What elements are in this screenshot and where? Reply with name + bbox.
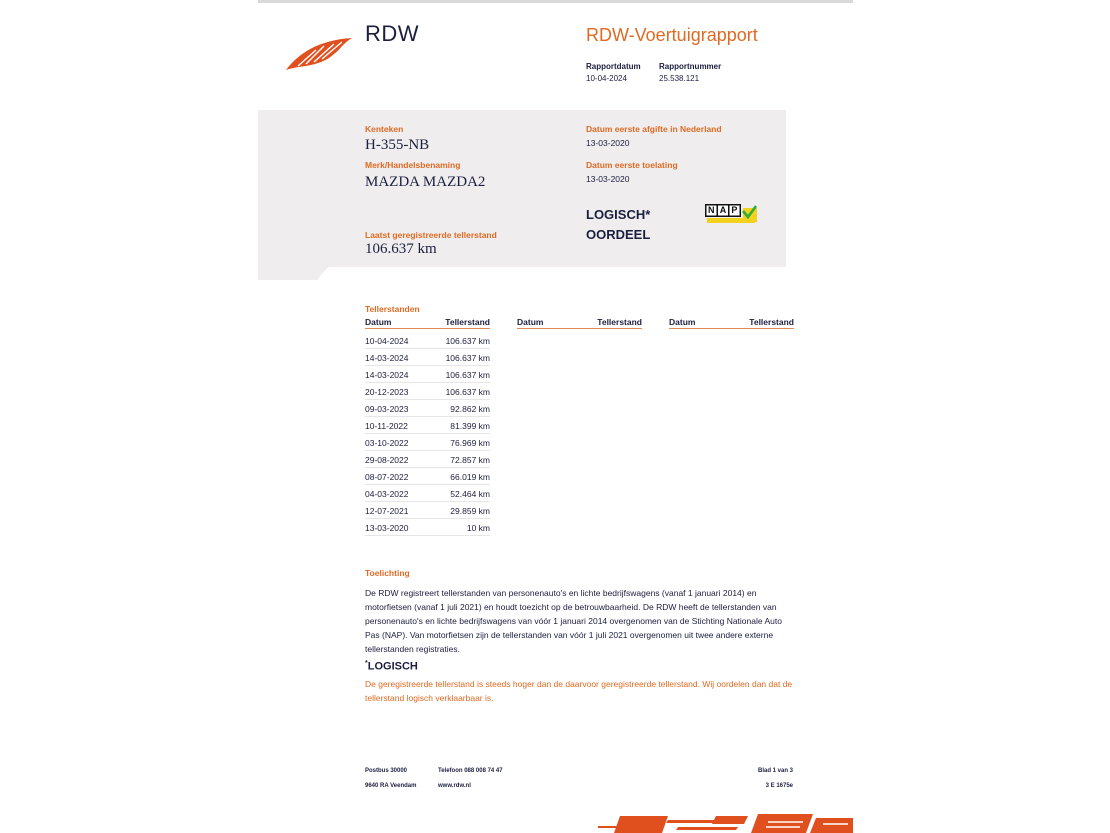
table-row bbox=[365, 349, 490, 366]
footer-code: 3 E 1675e bbox=[765, 783, 793, 789]
row-date: 29-08-2022 bbox=[365, 455, 409, 465]
verdict-line-1: LOGISCH* bbox=[586, 207, 651, 222]
row-reading: 81.399 km bbox=[450, 421, 490, 431]
row-reading: 66.019 km bbox=[450, 472, 490, 482]
footer-address-1: Postbus 30000 bbox=[365, 768, 408, 774]
row-reading: 76.969 km bbox=[450, 438, 490, 448]
table-header-col-1 bbox=[365, 317, 490, 329]
nap-badge bbox=[705, 204, 757, 224]
table-row bbox=[365, 332, 490, 349]
table-row bbox=[365, 417, 490, 434]
report-date: 10-04-2024 bbox=[586, 74, 627, 83]
odometer-value: 106.637 km bbox=[365, 241, 437, 257]
brand-value: MAZDA MAZDA2 bbox=[365, 174, 486, 190]
row-reading: 29.859 km bbox=[450, 506, 490, 516]
row-reading: 10 km bbox=[466, 523, 490, 533]
verdict-line-2: OORDEEL bbox=[586, 227, 651, 242]
first-admission-label: Datum eerste toelating bbox=[586, 160, 678, 170]
table-row bbox=[365, 519, 490, 536]
logisch-asterisk: * bbox=[365, 660, 368, 667]
table-row bbox=[365, 366, 490, 383]
row-date: 20-12-2023 bbox=[365, 387, 409, 397]
row-date: 09-03-2023 bbox=[365, 404, 409, 414]
footer-page: Blad 1 van 3 bbox=[757, 768, 793, 774]
row-date: 04-03-2022 bbox=[365, 489, 409, 499]
footer-phone: Telefoon 088 008 74 47 bbox=[438, 768, 503, 774]
odometer-label: Laatst geregistreerde tellerstand bbox=[365, 230, 497, 240]
logo-text: RDW bbox=[365, 21, 420, 46]
explanation-text: De RDW registreert tellerstanden van personenauto's en lichte bedrijfswagens (vanaf 1 januari 2014) en motorfietsen (vanaf 1 juli 2021) en houdt toezicht op de betrouwbaarheid. De RDW heeft de tellerstanden van personenauto's en lichte bedrijfswagens van vóór 1 januari 2014 overgenomen van de Stichting Nationale Auto Pas (NAP). Van motorfietsen zijn de tellerstanden van vóór 1 juli 2021 overgenomen uit twee andere externe tellerstanden registraties. bbox=[365, 588, 782, 654]
rdw-feather-logo-icon bbox=[284, 34, 356, 72]
plate-label: Kenteken bbox=[365, 124, 404, 134]
row-reading: 106.637 km bbox=[445, 387, 490, 397]
top-bar bbox=[258, 0, 853, 3]
row-date: 10-04-2024 bbox=[365, 336, 409, 346]
report-date-label: Rapportdatum bbox=[586, 62, 641, 71]
table-row bbox=[365, 451, 490, 468]
row-reading: 106.637 km bbox=[445, 353, 490, 363]
row-reading: 92.862 km bbox=[450, 404, 490, 414]
header-reading: Tellerstand bbox=[445, 317, 490, 327]
first-issue-nl-value: 13-03-2020 bbox=[586, 138, 630, 148]
header-reading: Tellerstand bbox=[597, 317, 642, 327]
plate-value: H-355-NB bbox=[365, 137, 430, 153]
header-date: Datum bbox=[669, 317, 696, 327]
header-reading: Tellerstand bbox=[749, 317, 794, 327]
header-date: Datum bbox=[517, 317, 544, 327]
row-date: 14-03-2024 bbox=[365, 370, 409, 380]
first-admission-value: 13-03-2020 bbox=[586, 174, 630, 184]
table-row bbox=[365, 485, 490, 502]
logisch-title: LOGISCH bbox=[367, 660, 418, 673]
footer-web: www.rdw.nl bbox=[438, 783, 471, 789]
vehicle-summary-box bbox=[258, 110, 786, 280]
table-row bbox=[365, 502, 490, 519]
logisch-text: De geregistreerde tellerstand is steeds hoger dan de daarvoor geregistreerde tellerstand. Wij oordelen dan dat de tellerstand logisch verklaarbaar is. bbox=[365, 679, 793, 703]
report-page bbox=[258, 0, 853, 833]
odometer-table-title: Tellerstanden bbox=[365, 304, 420, 314]
row-reading: 52.464 km bbox=[450, 489, 490, 499]
odometer-table-rows bbox=[365, 332, 490, 536]
table-row bbox=[365, 468, 490, 485]
row-reading: 106.637 km bbox=[445, 370, 490, 380]
brand-label: Merk/Handelsbenaming bbox=[365, 160, 461, 170]
table-row bbox=[365, 383, 490, 400]
header-date: Datum bbox=[365, 317, 392, 327]
table-header-col-3 bbox=[669, 317, 794, 329]
table-row bbox=[365, 400, 490, 417]
row-date: 10-11-2022 bbox=[365, 421, 408, 431]
report-number-label: Rapportnummer bbox=[659, 62, 722, 71]
logisch-heading bbox=[365, 660, 418, 673]
row-date: 12-07-2021 bbox=[365, 506, 409, 516]
first-issue-nl-label: Datum eerste afgifte in Nederland bbox=[586, 124, 722, 134]
nap-text: NAP bbox=[708, 205, 743, 215]
row-reading: 72.857 km bbox=[450, 455, 490, 465]
table-row bbox=[365, 434, 490, 451]
decorative-stripes-icon bbox=[598, 812, 853, 833]
report-title: RDW-Voertuigrapport bbox=[586, 25, 758, 45]
row-reading: 106.637 km bbox=[445, 336, 490, 346]
row-date: 08-07-2022 bbox=[365, 472, 409, 482]
verdict bbox=[586, 205, 650, 245]
table-header-col-2 bbox=[517, 317, 642, 329]
row-date: 14-03-2024 bbox=[365, 353, 409, 363]
row-date: 13-03-2020 bbox=[365, 523, 409, 533]
explanation-title: Toelichting bbox=[365, 568, 410, 578]
row-date: 03-10-2022 bbox=[365, 438, 409, 448]
report-number: 25.538.121 bbox=[659, 74, 700, 83]
footer-address-2: 9640 RA Veendam bbox=[365, 783, 417, 789]
